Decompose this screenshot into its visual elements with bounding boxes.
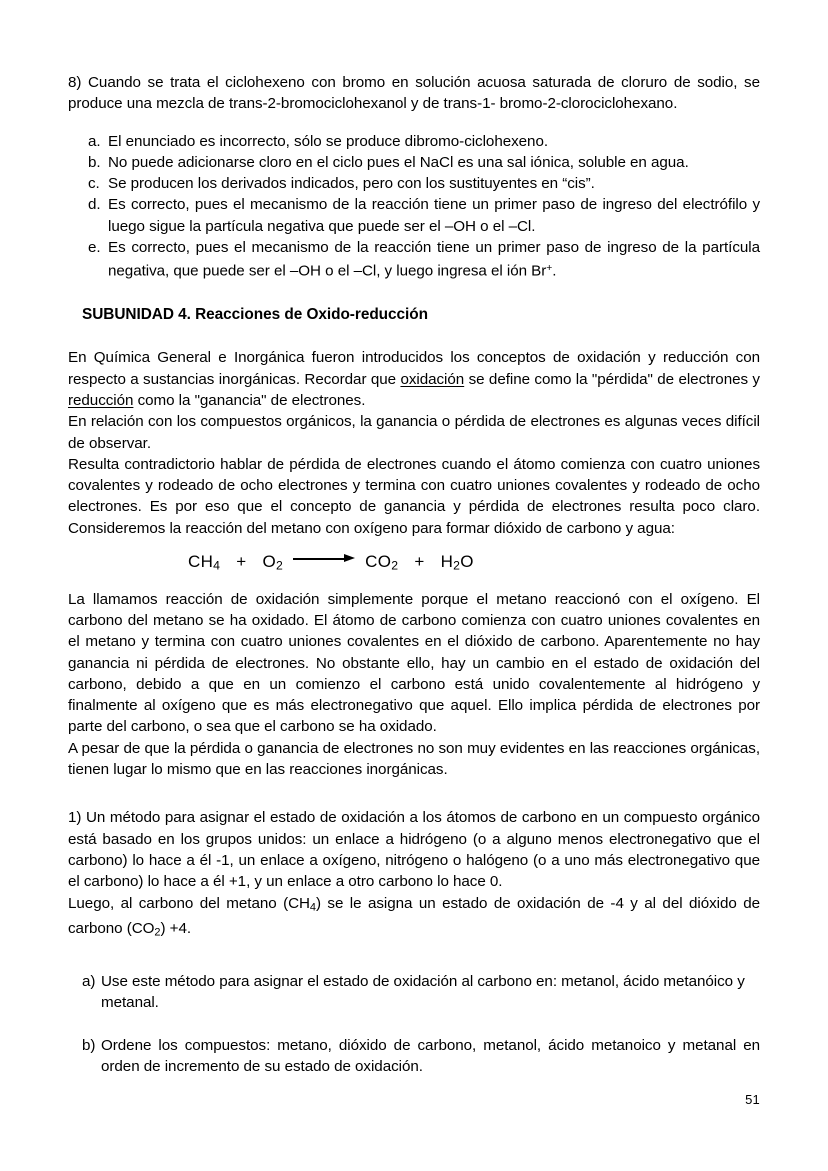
option-text-a: El enunciado es incorrecto, sólo se produce dibromo-ciclohexeno. [108,132,549,150]
subquestion-marker-b: b) [82,1036,96,1054]
answer-option-d [88,194,760,237]
plus-sign-2: + [414,551,425,571]
option-text-c: Se producen los derivados indicados, pero con los sustituyentes en “cis”. [108,175,595,193]
reaction-arrow-icon [293,554,355,564]
subquestions-list [82,971,760,1077]
spacer [68,282,760,304]
methane-inline-subscript: 4 [309,900,316,913]
spacer [68,944,760,971]
methane-subscript: 4 [213,558,221,573]
option-marker-d: d. [88,196,101,214]
underlined-term-reduccion: reducción [68,391,134,409]
product-carbon-dioxide [365,552,398,571]
methane-state-part2: ) se le asigna un estado de oxidación de -4 y al del dióxido de carbono (CO [68,894,760,938]
paragraph-method-assign: 1) Un método para asignar el estado de oxidación a los átomos de carbono en un compuesto orgánico está basado en los grupos unidos: un enlace a hidrógeno (o a alguno menos electronegativo que el carbono) lo hace a él -1, un enlace a oxígeno, nitrógeno o halógeno (o a uno más electronegativo que el carbono) lo hace a él +1, y un enlace a otro carbono lo hace 0. [68,809,760,891]
answer-option-a [88,131,760,152]
option-marker-c: c. [88,175,100,193]
methane-state-part3: ) +4. [160,920,192,938]
subunit-heading: SUBUNIDAD 4. Reacciones de Oxido-reducción [82,306,428,324]
water-subscript: 2 [453,558,461,573]
spacer [68,325,760,347]
paragraph-contradictory: Resulta contradictorio hablar de pérdida de electrones cuando el átomo comienza con cuatro uniones covalentes y rodeado de ocho electrones y termina con cuatro uniones covalentes y rodeado de ocho electrones. Es por eso que el concepto de ganancia y pérdida de electrones resulta poco claro. Consideremos la reacción del metano con oxígeno para formar dióxido de carbono y agua: [68,455,760,537]
plus-sign-1: + [236,551,247,571]
subquestion-marker-a: a) [82,972,96,990]
spacer [68,115,760,131]
superscript-plus-charge: + [546,263,553,275]
option-text-e-end: . [552,263,557,281]
oxygen-formula: O [262,551,277,571]
subquestion-text-b: Ordene los compuestos: metano, dióxido de carbono, metanol, ácido metanoico y metanal en orden de incremento de su estado de oxidación. [101,1036,760,1075]
paragraph-despite-loss: A pesar de que la pérdida o ganancia de electrones no son muy evidentes en las reacciones orgánicas, tienen lugar lo mismo que en las reacciones inorgánicas. [68,739,760,779]
paragraph-intro-part3: como la "ganancia" de electrones. [133,391,366,409]
subquestion-text-a: Use este método para asignar el estado de oxidación al carbono en: metanol, ácido metanóico y metanal. [101,972,745,1012]
answer-option-c [88,173,760,194]
carbon-dioxide-formula: CO [365,551,392,571]
subquestion-a [82,971,760,1014]
paragraph-intro-part1: En Química General e Inorgánica fueron introducidos los conceptos de oxidación y reducción con respecto a sustancias inorgánicas. Recordar que [68,349,760,388]
spacer [68,579,760,589]
paragraph-organic-compounds: En relación con los compuestos orgánicos, la ganancia o pérdida de electrones es algunas veces difícil de observar. [68,413,760,452]
water-oxygen: O [460,551,474,571]
paragraph-oxidation-reaction: La llamamos reacción de oxidación simplemente porque el metano reaccionó con el oxígeno. El carbono del metano se ha oxidado. El átomo de carbono comienza con cuatro uniones covalentes en el metano y termina con cuatro uniones covalentes en el dióxido de carbono. Aparentemente no hay ganancia ni pérdida de electrones. No obstante ello, hay un cambio en el estado de oxidación del carbono, debido a que en un comienzo el carbono está unido covalentemente al hidrógeno y finalmente al oxígeno que es más electronegativo que aquel. Ello implica pérdida de electrones por parte del carbono, o sea que el carbono se ha oxidado. [68,590,760,736]
option-marker-b: b. [88,153,101,171]
water-hydrogen: H [440,551,454,571]
option-text-e: Es correcto, pues el mecanismo de la reacción tiene un primer paso de ingreso de la partícula negativa, que puede ser el –OH o el –Cl, y luego ingresa el ión Br [108,239,760,281]
methane-state-part1: Luego, al carbono del metano (CH [68,894,310,912]
subquestion-b [82,1035,760,1078]
spacer [68,780,760,807]
option-text-d: Es correcto, pues el mecanismo de la reacción tiene un primer paso de ingreso del electrófilo y luego sigue la partícula negativa que puede ser el –OH o el –Cl. [108,196,760,235]
oxygen-subscript: 2 [276,558,284,573]
option-marker-a: a. [88,132,101,150]
reactant-methane [188,552,220,571]
carbon-dioxide-inline-subscript: 2 [154,926,161,939]
spacer [68,539,760,549]
underlined-term-oxidacion: oxidación [400,370,465,388]
option-marker-e: e. [88,239,101,257]
paragraph-intro-oxidation [68,347,760,411]
spacer [82,1014,760,1035]
product-water [441,552,474,571]
page-content [68,72,760,1077]
answer-option-b [88,152,760,173]
answer-option-e [88,237,760,282]
page-number: 51 [745,1092,760,1107]
option-text-b: No puede adicionarse cloro en el ciclo pues el NaCl es una sal iónica, soluble en agua. [108,153,689,171]
reactant-oxygen [263,552,284,571]
question-8-paragraph: 8) Cuando se trata el ciclohexeno con bromo en solución acuosa saturada de cloruro de sodio, se produce una mezcla de trans-2-bromociclohexanol y de trans-1- bromo-2-clorociclohexano. [68,74,760,113]
methane-formula: CH [188,551,214,571]
paragraph-intro-part2: se define como la "pérdida" de electrones y [464,370,760,388]
chemical-equation [68,549,760,579]
paragraph-methane-state [68,893,760,944]
answer-options-list [88,131,760,283]
carbon-dioxide-subscript: 2 [391,558,399,573]
